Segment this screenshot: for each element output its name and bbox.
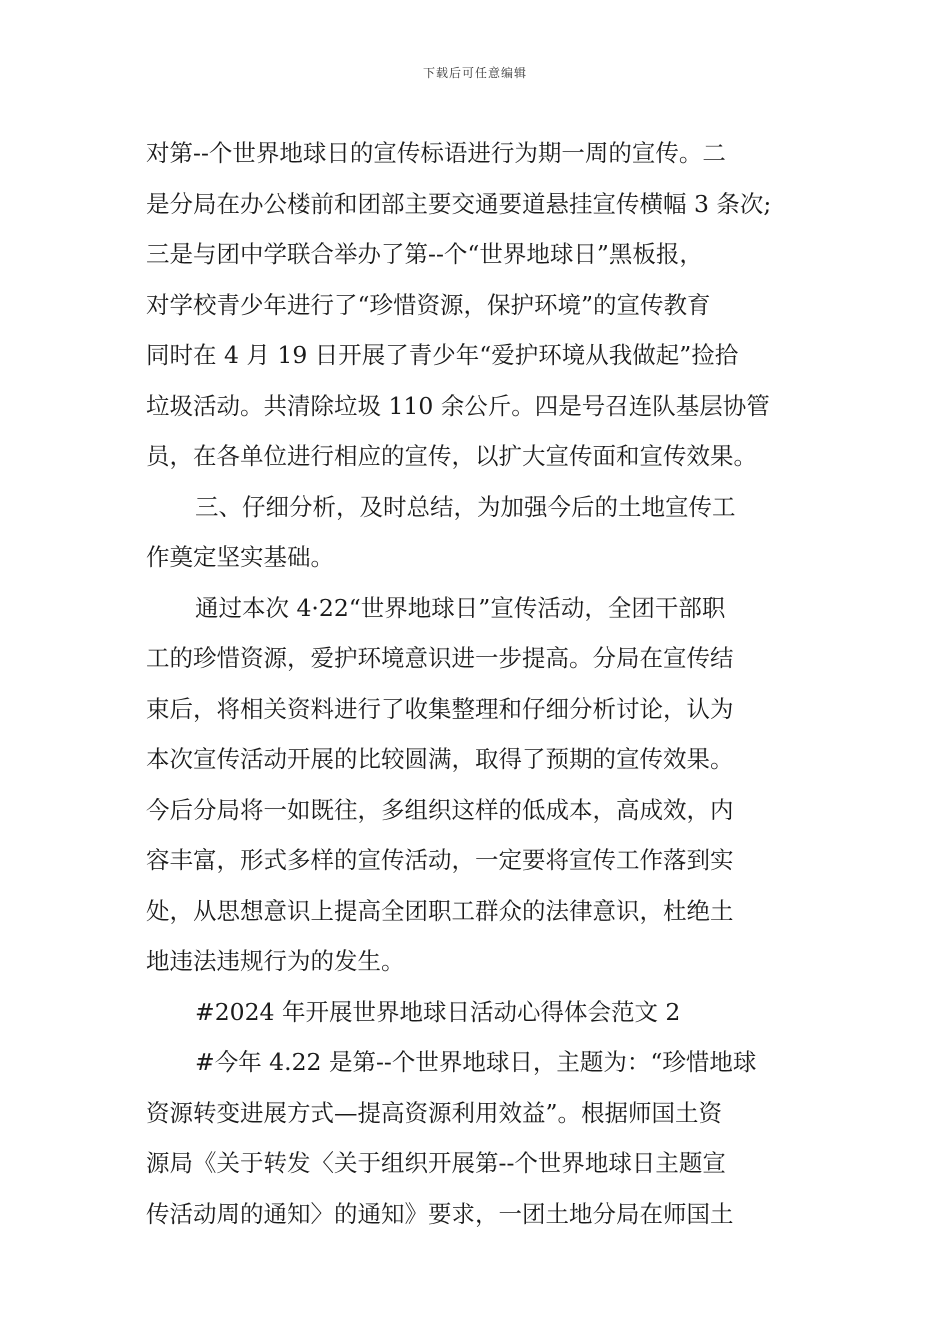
document-body [146, 128, 816, 1239]
text-line: 三是与团中学联合举办了第--个“世界地球日”黑板报， [146, 240, 703, 268]
text-line: 垃圾活动。共清除垃圾 110 余公斤。四是号召连队基层协管 [146, 391, 770, 420]
text-line: 员，在各单位进行相应的宣传，以扩大宣传面和宣传效果。 [146, 442, 757, 470]
paragraph-start-line: #今年 4.22 是第--个世界地球日，主题为：“珍惜地球 [195, 1048, 757, 1076]
text-line: 束后，将相关资料进行了收集整理和仔细分析讨论，认为 [146, 694, 734, 723]
text-line: 工的珍惜资源，爱护环境意识进一步提高。分局在宣传结 [146, 644, 734, 672]
text-line: 传活动周的通知〉的通知》要求，一团土地分局在师国土 [146, 1199, 734, 1228]
text-line: 容丰富，形式多样的宣传活动，一定要将宣传工作落到实 [146, 846, 734, 874]
section-heading-line: 三、仔细分析，及时总结，为加强今后的土地宣传工 [195, 492, 736, 521]
text-line: 处，从思想意识上提高全团职工群众的法律意识，杜绝土 [146, 896, 734, 925]
text-line: 资源转变进展方式—提高资源利用效益”。根据师国土资 [146, 1098, 723, 1127]
page-header: 下载后可任意编辑 [422, 66, 527, 80]
text-line: 是分局在办公楼前和团部主要交通要道悬挂宣传横幅 3 条次; [146, 189, 772, 218]
text-line: 同时在 4 月 19 日开展了青少年“爱护环境从我做起”捡拾 [146, 341, 739, 369]
text-line: 本次宣传活动开展的比较圆满，取得了预期的宣传效果。 [146, 745, 734, 773]
text-line: 地违法违规行为的发生。 [146, 947, 405, 975]
article-title-line: #2024 年开展世界地球日活动心得体会范文 2 [195, 997, 681, 1026]
text-line: 今后分局将一如既往，多组织这样的低成本，高成效，内 [146, 795, 734, 824]
text-line: 作奠定坚实基础。 [146, 543, 334, 571]
text-line: 源局《关于转发〈关于组织开展第--个世界地球日主题宣 [146, 1149, 726, 1177]
text-line: 对第--个世界地球日的宣传标语进行为期一周的宣传。二 [146, 139, 726, 167]
text-line: 对学校青少年进行了“珍惜资源，保护环境”的宣传教育 [146, 290, 711, 319]
paragraph-start-line: 通过本次 4·22“世界地球日”宣传活动，全团干部职 [195, 593, 726, 622]
